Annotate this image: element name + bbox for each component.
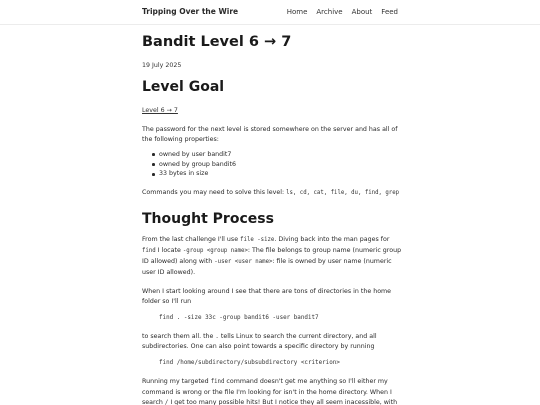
- goal-intro-paragraph: The password for the next level is stored somewhere on the server and has all of the following properties:: [142, 126, 398, 143]
- inline-code: find: [210, 379, 225, 386]
- site-title[interactable]: Tripping Over the Wire: [142, 7, 239, 16]
- post-article: [142, 31, 404, 405]
- commands-paragraph: Commands you may need to solve this level: ls, cd, cat, file, du, find, grep: [142, 189, 400, 197]
- level-goal-heading: Level Goal: [142, 79, 225, 95]
- post-title: Bandit Level 6 → 7: [142, 34, 292, 50]
- thought-paragraph-1: From the last challenge I'll use file -size. Diving back into the man pages for find I locate -group <group name>: The file belongs to group name (numeric group ID allowed) along with -user <user name>: file is owned by user name (numeric user ID allowed).: [142, 236, 402, 276]
- level-link[interactable]: Level 6 → 7: [142, 107, 178, 114]
- inline-code: find: [142, 248, 156, 255]
- post-date: 19 July 2025: [142, 62, 182, 69]
- inline-code: .: [215, 333, 219, 340]
- inline-code: -user <user name>: [214, 258, 273, 265]
- inline-code: ls, cd, cat, file, du, find, grep: [286, 190, 400, 197]
- nav-link-archive[interactable]: Archive: [316, 8, 343, 16]
- thought-paragraph-2: When I start looking around I see that there are tons of directories in the home folder so I'll run: [142, 287, 392, 305]
- property-item: owned by user bandit7: [159, 150, 404, 160]
- code-block-find-path: find /home/subdirectory/subsubdirectory <criterion>: [159, 360, 340, 367]
- thought-paragraph-4: Running my targeted find command doesn't get me anything so I'll either my command is wrong or the file I'm looking for isn't in the home directory. When I search / I get too many possible hits! But I notice they all seem inacessible, with: [142, 378, 398, 405]
- property-item: owned by group bandit6: [159, 160, 404, 170]
- nav-link-feed[interactable]: Feed: [381, 8, 398, 16]
- site-header: [0, 0, 540, 25]
- inline-code: -group <group name>: [182, 248, 248, 255]
- property-item: 33 bytes in size: [159, 169, 404, 179]
- code-block-find-criteria: find . -size 33c -group bandit6 -user bandit7: [159, 314, 319, 321]
- main-nav: [287, 8, 398, 16]
- inline-code: file -size: [240, 237, 275, 244]
- thought-process-heading: Thought Process: [142, 211, 274, 228]
- nav-link-home[interactable]: Home: [286, 8, 308, 16]
- nav-link-about[interactable]: About: [351, 8, 373, 16]
- inline-code: /: [164, 400, 169, 405]
- properties-list: [142, 150, 404, 179]
- thought-paragraph-3: to search them all. the . tells Linux to search the current directory, and all subdirectories. One can also point towards a specific directory by running: [142, 332, 377, 351]
